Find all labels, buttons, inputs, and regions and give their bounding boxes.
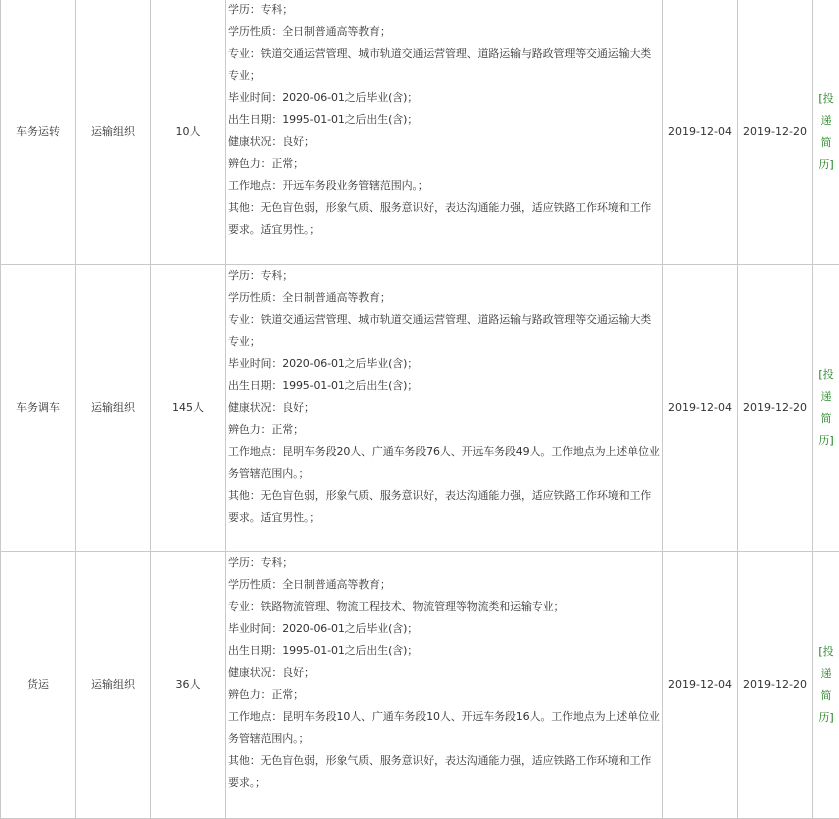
requirement-location: 工作地点：开远车务段业务管辖范围内。； — [228, 175, 660, 197]
hiring-count: 145人 — [151, 265, 226, 552]
requirement-major: 专业：铁道交通运营管理、城市轨道交通运营管理、道路运输与路政管理等交通运输大类专业； — [228, 309, 660, 353]
end-date: 2019-12-20 — [738, 552, 813, 819]
submit-resume-link[interactable]: [投递简历] — [816, 88, 836, 176]
requirement-other: 其他：无色盲色弱，形象气质、服务意识好，表达沟通能力强，适应铁路工作环境和工作要求。适宜男性。； — [228, 197, 660, 241]
submit-resume-link[interactable]: [投递简历] — [816, 364, 836, 452]
apply-cell — [813, 0, 839, 265]
requirement-health: 健康状况：良好； — [228, 397, 660, 419]
requirement-education-type: 学历性质：全日制普通高等教育； — [228, 21, 660, 43]
requirement-education: 学历：专科； — [228, 0, 660, 21]
requirement-health: 健康状况：良好； — [228, 131, 660, 153]
table-row — [1, 552, 839, 819]
end-date: 2019-12-20 — [738, 265, 813, 552]
requirement-education-type: 学历性质：全日制普通高等教育； — [228, 574, 660, 596]
requirement-major: 专业：铁道交通运营管理、城市轨道交通运营管理、道路运输与路政管理等交通运输大类专业； — [228, 43, 660, 87]
requirement-education: 学历：专科； — [228, 265, 660, 287]
hiring-count: 36人 — [151, 552, 226, 819]
requirements-cell — [226, 265, 663, 552]
requirement-birthdate: 出生日期：1995-01-01之后出生(含)； — [228, 375, 660, 397]
requirement-location: 工作地点：昆明车务段10人、广通车务段10人、开远车务段16人。工作地点为上述单位业务管辖范围内。； — [228, 706, 660, 750]
requirement-location: 工作地点：昆明车务段20人、广通车务段76人、开远车务段49人。工作地点为上述单位业务管辖范围内。； — [228, 441, 660, 485]
requirement-birthdate: 出生日期：1995-01-01之后出生(含)； — [228, 109, 660, 131]
requirement-graduation: 毕业时间：2020-06-01之后毕业(含)； — [228, 618, 660, 640]
apply-cell — [813, 265, 839, 552]
requirement-other: 其他：无色盲色弱，形象气质、服务意识好，表达沟通能力强，适应铁路工作环境和工作要求。适宜男性。； — [228, 485, 660, 529]
requirement-color-vision: 辨色力：正常； — [228, 153, 660, 175]
requirements-cell — [226, 0, 663, 265]
requirement-birthdate: 出生日期：1995-01-01之后出生(含)； — [228, 640, 660, 662]
end-date: 2019-12-20 — [738, 0, 813, 265]
start-date: 2019-12-04 — [663, 552, 738, 819]
job-category: 运输组织 — [76, 265, 151, 552]
table-row — [1, 0, 839, 265]
requirement-education-type: 学历性质：全日制普通高等教育； — [228, 287, 660, 309]
requirement-graduation: 毕业时间：2020-06-01之后毕业(含)； — [228, 353, 660, 375]
job-category: 运输组织 — [76, 0, 151, 265]
hiring-count: 10人 — [151, 0, 226, 265]
position-name: 车务运转 — [1, 0, 76, 265]
table-row — [1, 265, 839, 552]
job-category: 运输组织 — [76, 552, 151, 819]
position-name: 货运 — [1, 552, 76, 819]
position-name: 车务调车 — [1, 265, 76, 552]
requirement-color-vision: 辨色力：正常； — [228, 684, 660, 706]
requirement-major: 专业：铁路物流管理、物流工程技术、物流管理等物流类和运输专业； — [228, 596, 660, 618]
requirement-education: 学历：专科； — [228, 552, 660, 574]
requirement-health: 健康状况：良好； — [228, 662, 660, 684]
requirements-cell — [226, 552, 663, 819]
requirement-other: 其他：无色盲色弱，形象气质、服务意识好，表达沟通能力强，适应铁路工作环境和工作要求。； — [228, 750, 660, 794]
requirement-graduation: 毕业时间：2020-06-01之后毕业(含)； — [228, 87, 660, 109]
start-date: 2019-12-04 — [663, 0, 738, 265]
start-date: 2019-12-04 — [663, 265, 738, 552]
requirement-color-vision: 辨色力：正常； — [228, 419, 660, 441]
apply-cell — [813, 552, 839, 819]
submit-resume-link[interactable]: [投递简历] — [816, 641, 836, 729]
